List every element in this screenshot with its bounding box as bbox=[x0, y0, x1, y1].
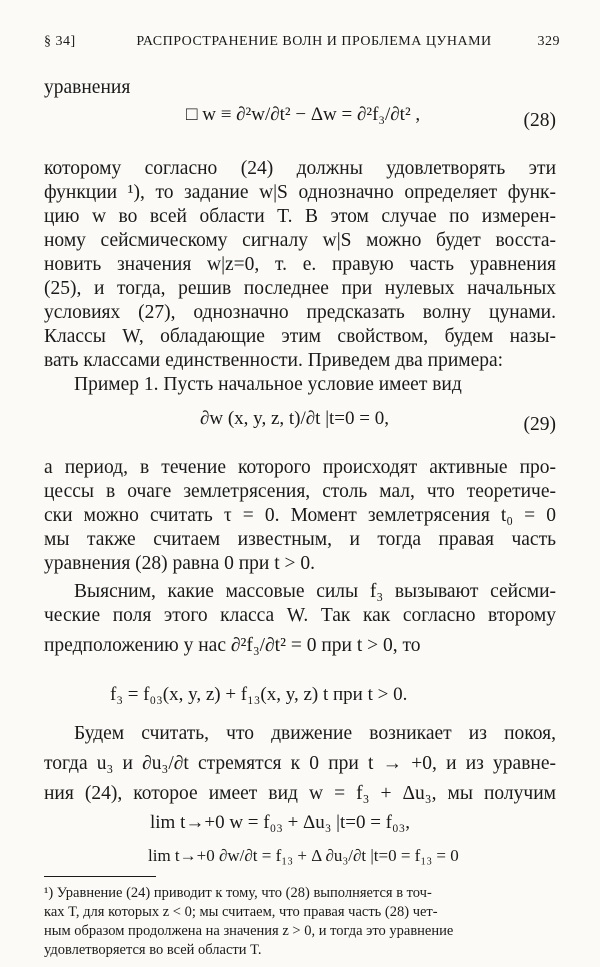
text-line: цию w во всей области T. В этом случае по измерен- bbox=[44, 206, 556, 227]
text-line: которому согласно (24) должны удовлетворять эти bbox=[44, 158, 556, 179]
equation-29 bbox=[200, 408, 389, 430]
text-line: ческие поля этого класса W. Так как согласно второму bbox=[44, 605, 556, 626]
text-line: мы также считаем известным, и тогда правая часть bbox=[44, 529, 556, 550]
equation-28-number: (28) bbox=[523, 110, 556, 131]
text-line: уравнения (28) равна 0 при t > 0. bbox=[44, 553, 316, 574]
example-heading: Пример 1. Пусть начальное условие имеет вид bbox=[74, 374, 462, 395]
text-line: (25), и тогда, решив последнее при нулевых начальных bbox=[44, 278, 556, 299]
footnote-rule bbox=[44, 876, 156, 877]
equation-29-number: (29) bbox=[523, 414, 556, 435]
section-number: § 34] bbox=[44, 34, 76, 49]
text-line: вать классами единственности. Приведем два примера: bbox=[44, 350, 504, 371]
footnote-line: удовлетворяется во всей области T. bbox=[44, 942, 262, 958]
text-line: ски можно считать τ = 0. Момент землетрясения t₀ = 0 bbox=[44, 505, 556, 526]
equation-limit-2-text: lim t→+0 ∂w/∂t = f₁₃ + Δ ∂u₃/∂t |t=0 = f₁₃ = 0 bbox=[148, 846, 459, 865]
footnote-line: ным образом продолжена на значения z > 0, и тогда это уравнение bbox=[44, 923, 454, 939]
equation-limit-1 bbox=[150, 812, 410, 834]
text-line: ния (24), которое имеет вид w = f₃ + Δu₃, мы получим bbox=[44, 783, 556, 804]
running-title: РАСПРОСТРАНЕНИЕ ВОЛН И ПРОБЛЕМА ЦУНАМИ bbox=[136, 34, 492, 49]
text-line: цессы в очаге землетрясения, столь мал, что теоретиче- bbox=[44, 481, 556, 502]
equation-28 bbox=[186, 104, 420, 126]
text-line: условиях (27), однозначно предсказать волну цунами. bbox=[44, 302, 556, 323]
equation-f3-text: f₃ = f₀₃(x, y, z) + f₁₃(x, y, z) t при t > 0. bbox=[110, 684, 408, 705]
text-line: предположению у нас ∂²f₃/∂t² = 0 при t > 0, то bbox=[44, 635, 421, 656]
equation-29-text: ∂w (x, y, z, t)/∂t |t=0 = 0, bbox=[200, 408, 389, 429]
footnote-line: ¹) Уравнение (24) приводит к тому, что (28) выполняется в точ- bbox=[44, 885, 432, 901]
text-line: Будем считать, что движение возникает из покоя, bbox=[74, 723, 556, 744]
equation-limit-1-text: lim t→+0 w = f₀₃ + Δu₃ |t=0 = f₀₃, bbox=[150, 812, 410, 833]
text-line: тогда u₃ и ∂u₃/∂t стремятся к 0 при t → +0, и из уравне- bbox=[44, 753, 556, 774]
equation-f3 bbox=[110, 684, 407, 706]
text-line: новить значения w|z=0, т. е. правую часть уравнения bbox=[44, 254, 556, 275]
text-line: функции ¹), то задание w|S однозначно определяет функ- bbox=[44, 182, 556, 203]
equation-28-text: □ w ≡ ∂²w/∂t² − Δw = ∂²f₃/∂t² , bbox=[186, 104, 421, 125]
footnote-line: ках T, для которых z < 0; мы считаем, что правая часть (28) чет- bbox=[44, 904, 438, 920]
text-line: а период, в течение которого происходят активные про- bbox=[44, 457, 556, 478]
text-line: ному сейсмическому сигналу w|S можно будет восста- bbox=[44, 230, 556, 251]
text-line: Выясним, какие массовые силы f₃ вызывают сейсми- bbox=[74, 581, 556, 602]
equation-limit-2 bbox=[148, 846, 459, 866]
page-number: 329 bbox=[537, 34, 560, 49]
text-line: уравнения bbox=[44, 77, 131, 98]
running-header bbox=[44, 34, 560, 54]
text-line: Классы W, обладающие этим свойством, будем назы- bbox=[44, 326, 556, 347]
